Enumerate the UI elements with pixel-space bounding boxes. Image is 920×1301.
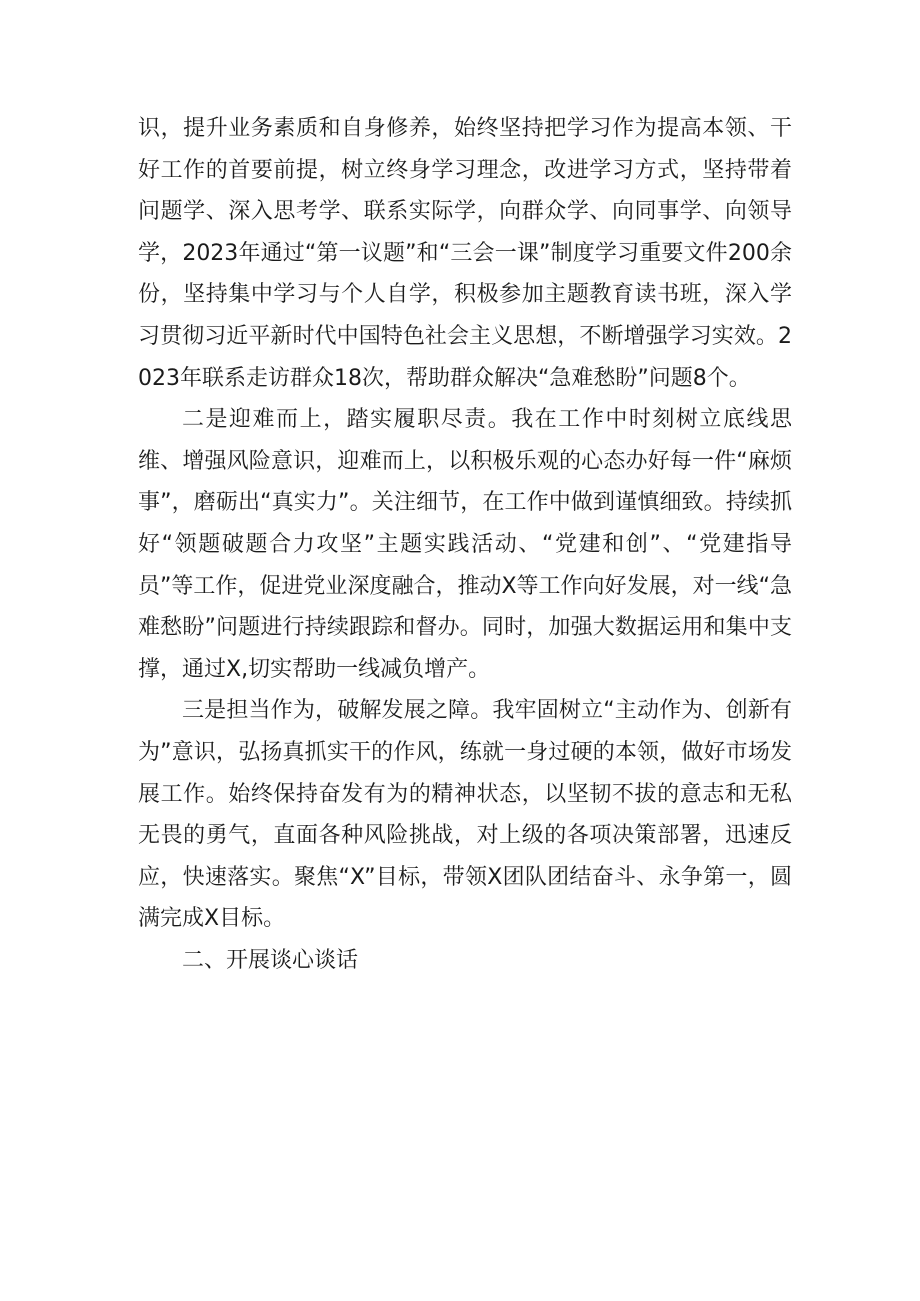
document-body xyxy=(138,108,792,981)
paragraph-duty: 二是迎难而上，踏实履职尽责。我在工作中时刻树立底线思维、增强风险意识，迎难而上，以积极乐观的心态办好每一件“麻烦事”，磨砺出“真实力”。关注细节，在工作中做到谨慎细致。持续抓好“领题破题合力攻坚”主题实践活动、“党建和创”、“党建指导员”等工作，促进党业深度融合，推动X等工作向好发展，对一线“急难愁盼”问题进行持续跟踪和督办。同时，加强大数据运用和集中支撑，通过X,切实帮助一线减负增产。 xyxy=(138,407,792,682)
paragraph-study: 识，提升业务素质和自身修养，始终坚持把学习作为提高本领、干好工作的首要前提，树立终身学习理念，改进学习方式，坚持带着问题学、深入思考学、联系实际学，向群众学、向同事学、向领导学，2023年通过“第一议题”和“三会一课”制度学习重要文件200余份，坚持集中学习与个人自学，积极参加主题教育读书班，深入学习贯彻习近平新时代中国特色社会主义思想，不断增强学习实效。2023年联系走访群众18次，帮助群众解决“急难愁盼”问题8个。 xyxy=(138,116,792,391)
section-heading: 二、开展谈心谈话 xyxy=(182,947,359,973)
paragraph-responsibility: 三是担当作为，破解发展之障。我牢固树立“主动作为、创新有为”意识，弘扬真抓实干的作风，练就一身过硬的本领，做好市场发展工作。始终保持奋发有为的精神状态，以坚韧不拔的意志和无私无畏的勇气，直面各种风险挑战，对上级的各项决策部署，迅速反应，快速落实。聚焦“X”目标，带领X团队团结奋斗、永争第一，圆满完成X目标。 xyxy=(138,698,792,932)
